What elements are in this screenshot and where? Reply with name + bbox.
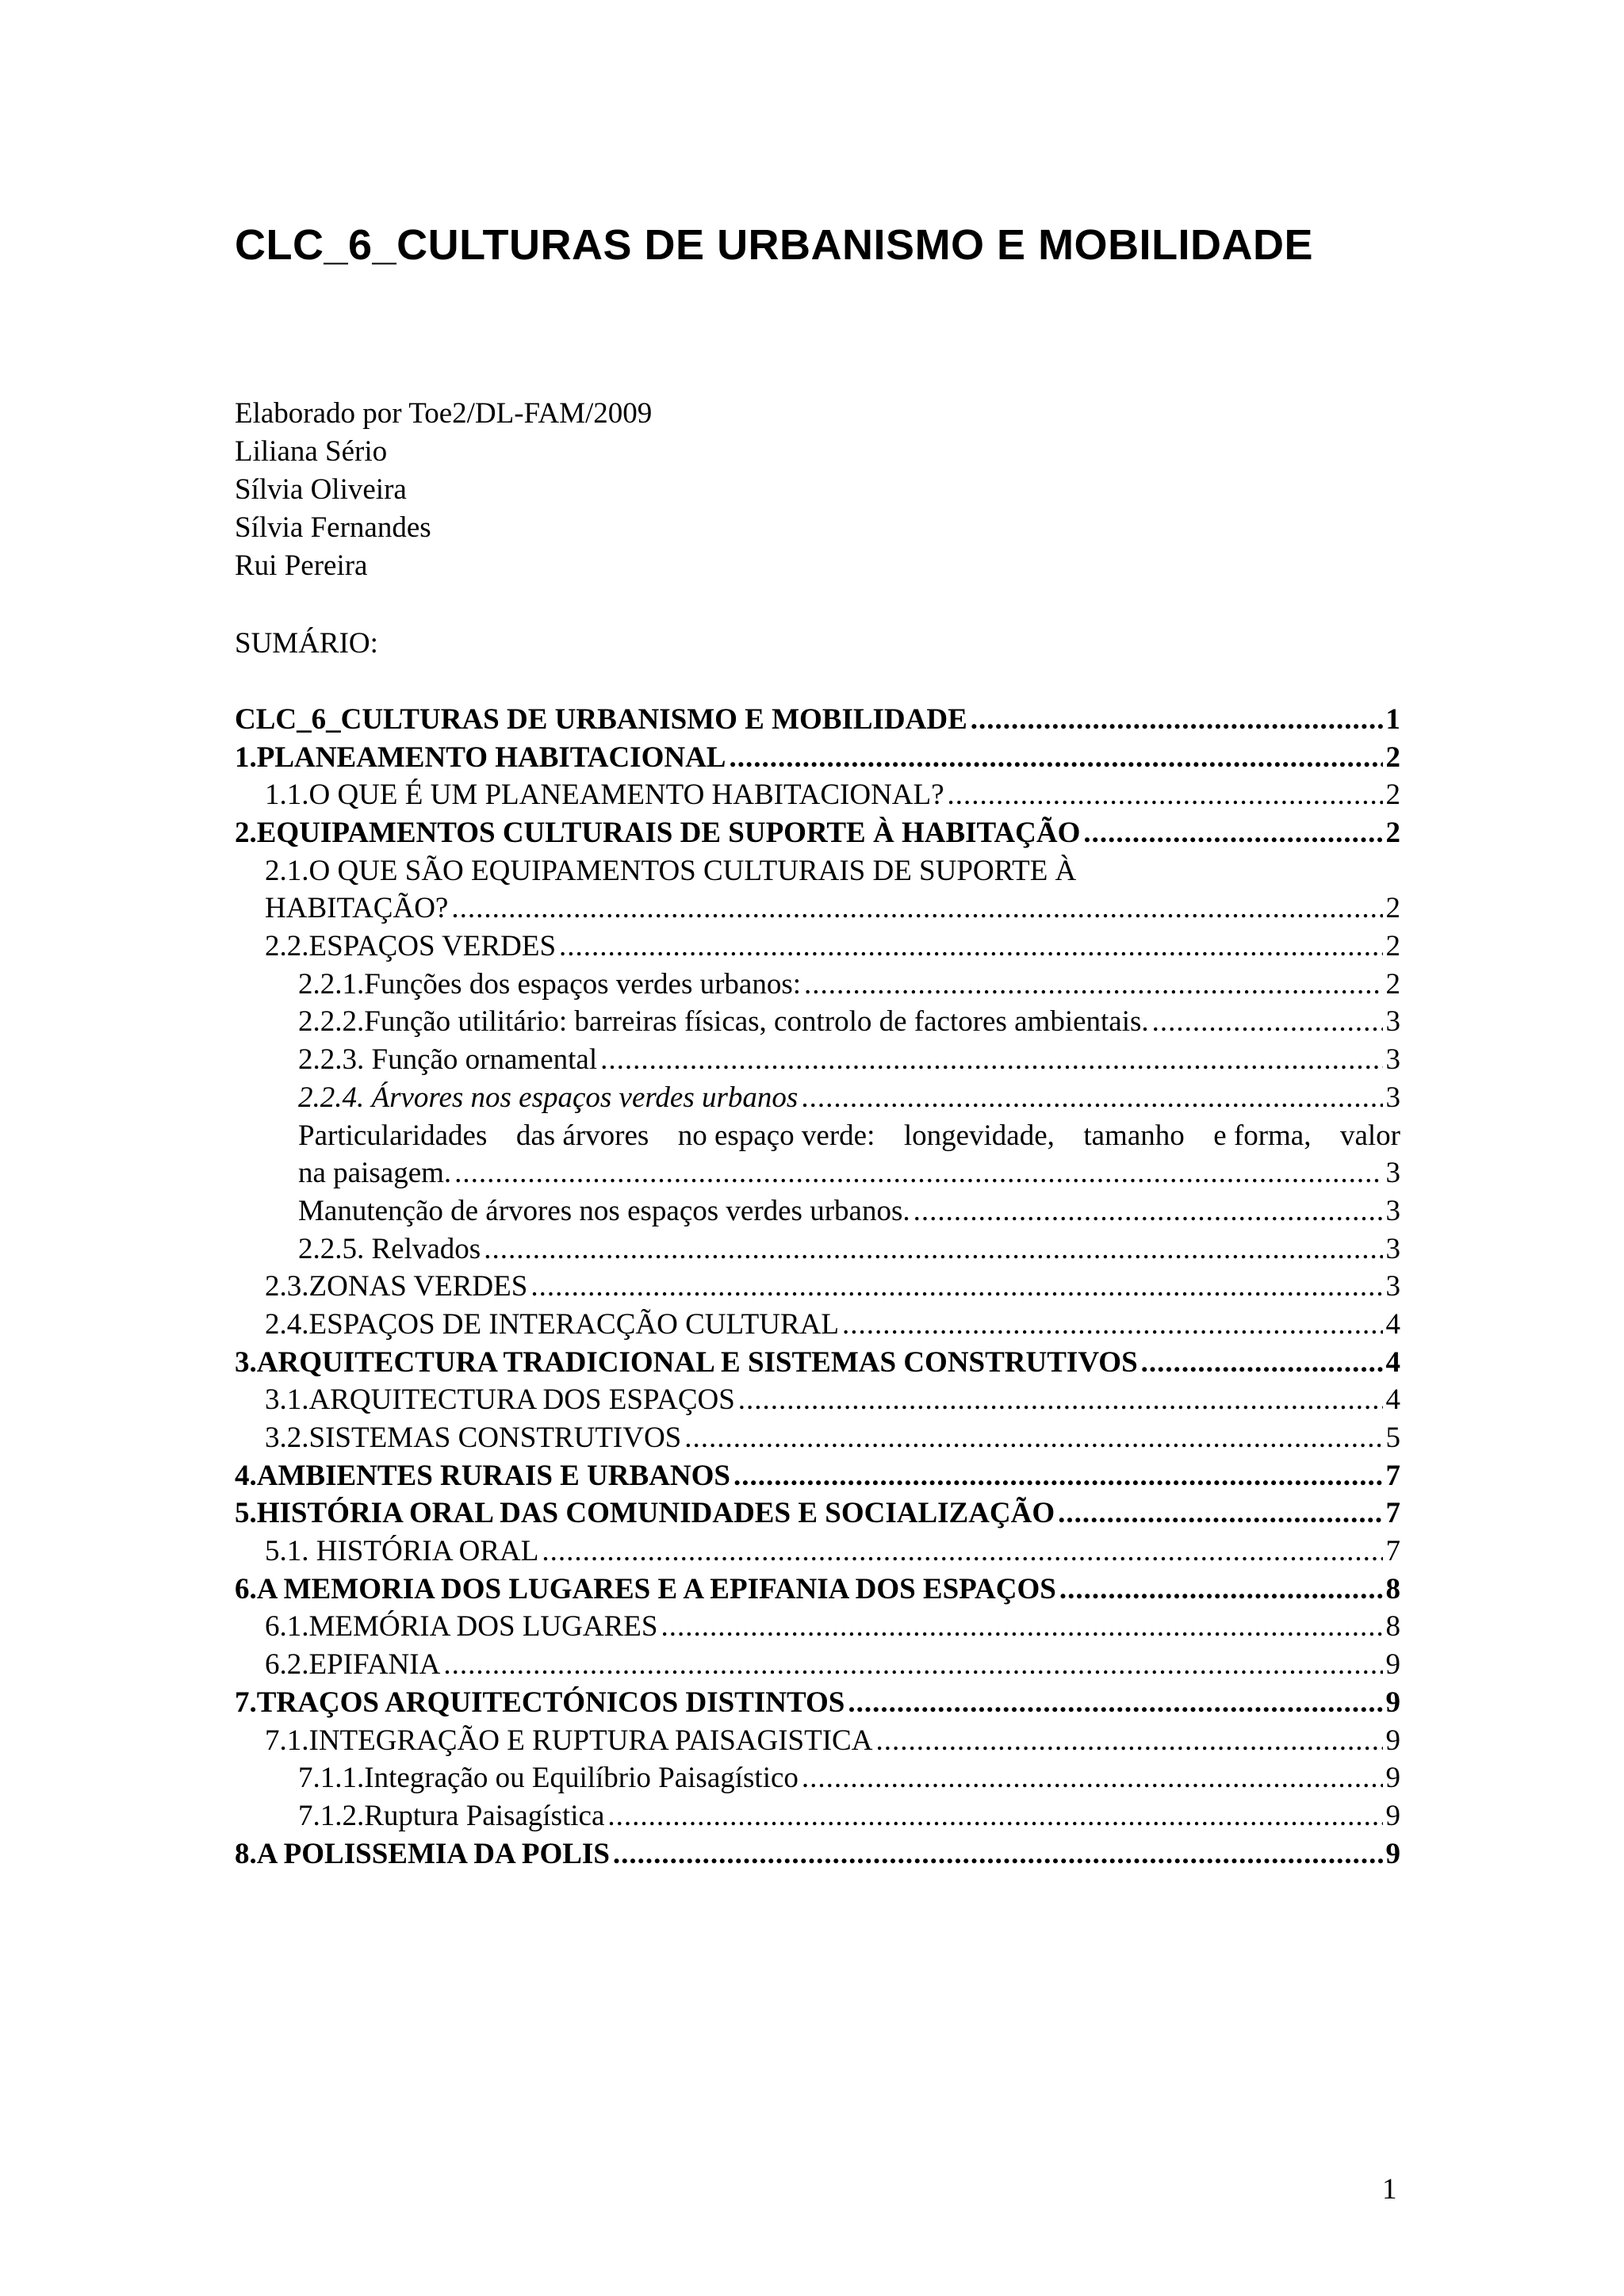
toc-page-number: 9 [1385,1799,1400,1832]
toc-entry[interactable] [235,890,1400,928]
dot-leader [1083,814,1382,852]
toc-entry-text: 7.1.2.Ruptura Paisagística [298,1799,605,1832]
toc-entry[interactable] [235,1722,1400,1760]
dot-leader [661,1608,1382,1646]
dot-leader [600,1041,1382,1079]
toc-page-number: 1 [1385,702,1400,736]
document-title: CLC_6_CULTURAS DE URBANISMO E MOBILIDADE [235,221,1314,269]
toc-entry[interactable] [235,1835,1400,1873]
dot-leader [559,928,1382,966]
dot-leader [530,1268,1382,1306]
toc-page-number: 4 [1385,1307,1400,1341]
toc-page-number: 2 [1385,930,1400,963]
toc-entry[interactable] [235,1192,1400,1230]
toc-entry-text-line[interactable] [235,1117,1400,1155]
toc-entry-text: 3.1.ARQUITECTURA DOS ESPAÇOS [265,1383,735,1417]
dot-leader [842,1306,1383,1344]
dot-leader [613,1835,1383,1873]
dot-leader [971,701,1383,739]
toc-word: longevidade, [903,1119,1055,1152]
toc-entry[interactable] [235,1268,1400,1306]
dot-leader [914,1192,1383,1230]
toc-word: valor [1339,1119,1400,1152]
toc-page-number: 2 [1385,779,1400,812]
toc-entry-text: 2.2.4. Árvores nos espaços verdes urbanos [298,1081,799,1114]
toc-entry[interactable] [235,928,1400,966]
toc-page-number: 9 [1385,1686,1400,1719]
toc-entry-text: 5.1. HISTÓRIA ORAL [265,1535,539,1568]
toc-page-number: 4 [1385,1345,1400,1379]
dot-leader [848,1684,1382,1722]
credits-line: Elaborado por Toe2/DL-FAM/2009 [235,397,653,430]
toc-entry[interactable] [235,1344,1400,1382]
toc-entry[interactable] [235,1494,1400,1533]
toc-entry-text: 2.2.5. Relvados [298,1232,481,1265]
toc-entry-text: 2.2.2.Função utilitário: barreiras físicas, controlo de factores ambientais. [298,1005,1149,1039]
toc-page-number: 2 [1385,892,1400,925]
dot-leader [454,1154,1382,1192]
dot-leader [484,1230,1382,1269]
toc-entry-text: HABITAÇÃO? [265,892,449,925]
credits-line: Sílvia Oliveira [235,473,407,506]
toc-entry-text: 8.A POLISSEMIA DA POLIS [235,1837,610,1870]
toc-entry[interactable] [235,1079,1400,1117]
dot-leader [451,890,1382,928]
toc-entry-text: 2.EQUIPAMENTOS CULTURAIS DE SUPORTE À HABITAÇÃO [235,817,1081,850]
table-of-contents [235,701,1400,1873]
toc-entry-text: 7.1.INTEGRAÇÃO E RUPTURA PAISAGISTICA [265,1724,873,1757]
toc-word: Particularidades [298,1119,488,1152]
toc-page-number: 2 [1385,817,1400,850]
toc-page-number: 3 [1385,1081,1400,1114]
toc-entry-text: 3.2.SISTEMAS CONSTRUTIVOS [265,1422,682,1455]
toc-entry[interactable] [235,1759,1400,1797]
toc-entry[interactable] [235,814,1400,852]
toc-entry[interactable] [235,1646,1400,1684]
toc-entry-text: 6.1.MEMÓRIA DOS LUGARES [265,1610,658,1644]
toc-entry[interactable] [235,1684,1400,1722]
toc-page-number: 9 [1385,1724,1400,1757]
credits-line: Liliana Sério [235,435,388,468]
toc-word: no espaço verde: [677,1119,875,1152]
credits-line: Rui Pereira [235,549,368,582]
credits-block [235,395,652,585]
toc-page-number: 7 [1385,1497,1400,1530]
toc-page-number: 7 [1385,1459,1400,1492]
toc-entry-text: 2.3.ZONAS VERDES [265,1270,528,1303]
toc-entry-text-line[interactable]: 2.1.O QUE SÃO EQUIPAMENTOS CULTURAIS DE SUPORTE À [265,854,1077,887]
toc-entry[interactable] [235,739,1400,777]
toc-word: das árvores [515,1119,649,1152]
toc-entry-text: 6.A MEMORIA DOS LUGARES E A EPIFANIA DOS ESPAÇOS [235,1572,1056,1605]
dot-leader [738,1381,1383,1419]
toc-entry-text: 2.2.1.Funções dos espaços verdes urbanos: [298,967,802,1001]
toc-entry-text: 5.HISTÓRIA ORAL DAS COMUNIDADES E SOCIALIZAÇÃO [235,1497,1055,1530]
summary-heading: SUMÁRIO: [235,627,378,660]
toc-page-number: 8 [1385,1610,1400,1644]
toc-entry[interactable] [235,1571,1400,1609]
toc-entry-text: CLC_6_CULTURAS DE URBANISMO E MOBILIDADE [235,702,967,736]
toc-entry-text: 1.PLANEAMENTO HABITACIONAL [235,740,726,774]
dot-leader [1152,1003,1383,1041]
toc-page-number: 3 [1385,1194,1400,1227]
toc-page-number: 3 [1385,1157,1400,1190]
dot-leader [1059,1571,1383,1609]
toc-page-number: 3 [1385,1270,1400,1303]
toc-entry[interactable] [235,776,1400,814]
toc-page-number: 9 [1385,1762,1400,1795]
dot-leader [1058,1494,1382,1533]
toc-entry-text: na paisagem. [298,1157,452,1190]
toc-page-number: 3 [1385,1043,1400,1077]
dot-leader [875,1722,1382,1760]
toc-entry[interactable] [235,701,1400,739]
toc-page-number: 9 [1385,1648,1400,1682]
toc-entry-text: 2.2.ESPAÇOS VERDES [265,930,557,963]
toc-entry[interactable] [235,1230,1400,1269]
toc-page-number: 7 [1385,1535,1400,1568]
toc-entry[interactable] [235,1457,1400,1495]
toc-page-number: 5 [1385,1422,1400,1455]
dot-leader [684,1419,1382,1457]
toc-entry[interactable] [235,1041,1400,1079]
credits-line: Sílvia Fernandes [235,511,431,544]
toc-entry[interactable] [235,1419,1400,1457]
dot-leader [804,966,1382,1004]
toc-page-number: 4 [1385,1383,1400,1417]
page-number: 1 [1382,2173,1397,2206]
toc-entry[interactable] [235,1004,1400,1042]
toc-entry-text: 3.ARQUITECTURA TRADICIONAL E SISTEMAS CONSTRUTIVOS [235,1345,1138,1379]
toc-page-number: 3 [1385,1232,1400,1265]
dot-leader [729,739,1382,777]
dot-leader [802,1759,1383,1797]
toc-entry[interactable] [235,1609,1400,1647]
toc-entry-text: 2.2.3. Função ornamental [298,1043,598,1077]
toc-page-number: 3 [1385,1005,1400,1039]
toc-entry-text: 6.2.EPIFANIA [265,1648,441,1682]
dot-leader [607,1797,1382,1835]
toc-entry[interactable] [235,1533,1400,1571]
toc-entry-text: 7.1.1.Integração ou Equilíbrio Paisagístico [298,1762,799,1795]
toc-word: tamanho [1083,1119,1185,1152]
toc-entry-text: 2.4.ESPAÇOS DE INTERACÇÃO CULTURAL [265,1307,839,1341]
dot-leader [948,776,1383,814]
toc-entry[interactable] [235,1797,1400,1835]
toc-page-number: 9 [1385,1837,1400,1870]
toc-entry-text: 7.TRAÇOS ARQUITECTÓNICOS DISTINTOS [235,1686,845,1719]
dot-leader [801,1079,1382,1117]
dot-leader [443,1646,1382,1684]
toc-page-number: 2 [1385,740,1400,774]
dot-leader [733,1457,1382,1495]
toc-entry[interactable] [235,966,1400,1004]
toc-page-number: 8 [1385,1572,1400,1605]
toc-entry[interactable] [235,1154,1400,1192]
toc-entry[interactable] [235,1381,1400,1419]
dot-leader [542,1533,1382,1571]
toc-page-number: 2 [1385,967,1400,1001]
toc-entry-text: Manutenção de árvores nos espaços verdes urbanos. [298,1194,910,1227]
toc-entry-text: 4.AMBIENTES RURAIS E URBANOS [235,1459,731,1492]
dot-leader [1141,1344,1383,1382]
toc-entry-text: 1.1.O QUE É UM PLANEAMENTO HABITACIONAL? [265,779,944,812]
toc-entry[interactable] [235,1306,1400,1344]
toc-word: e forma, [1213,1119,1312,1152]
